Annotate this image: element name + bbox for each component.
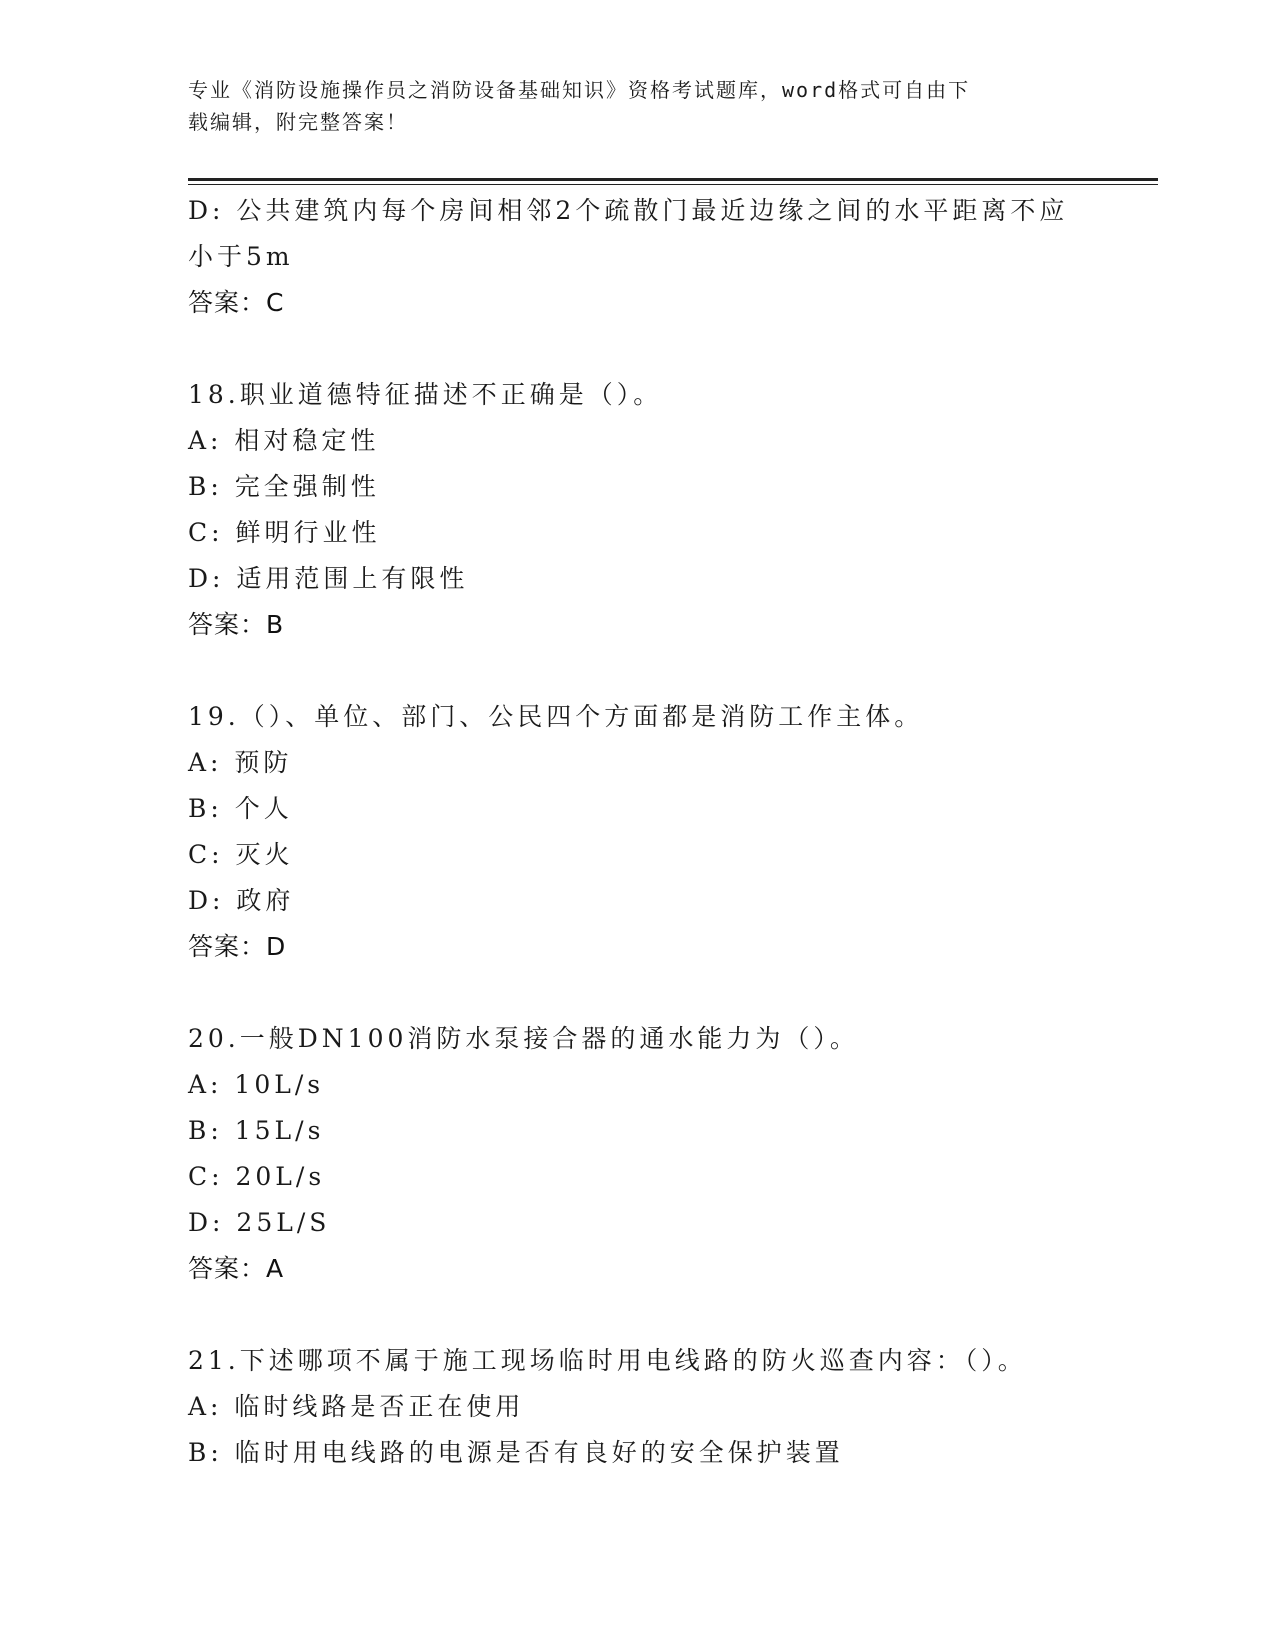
header-line-1: 专业《消防设施操作员之消防设备基础知识》资格考试题库，word格式可自由下 [188, 78, 971, 102]
answer-line: 答案：C [188, 288, 285, 317]
option-a: A: 相对稳定性 [188, 426, 380, 455]
spacer [188, 970, 1088, 1016]
option-c: C: 鲜明行业性 [188, 518, 381, 547]
question-stem: 20.一般DN100消防水泵接合器的通水能力为（）。 [188, 1024, 859, 1053]
option-a: A: 预防 [188, 748, 293, 777]
option-b: B: 临时用电线路的电源是否有良好的安全保护装置 [188, 1438, 844, 1467]
option-d: D: 适用范围上有限性 [188, 564, 469, 593]
spacer [188, 1292, 1088, 1338]
question-18 [188, 372, 1088, 648]
option-d: D: 25L/S [188, 1208, 331, 1237]
option-c: C: 灭火 [188, 840, 294, 869]
answer-line: 答案：D [188, 932, 287, 961]
option-d-continued: 小于5m [188, 242, 294, 271]
option-d: D: 公共建筑内每个房间相邻2个疏散门最近边缘之间的水平距离不应 [188, 196, 1069, 225]
option-b: B: 15L/s [188, 1116, 325, 1145]
header-line-2: 载编辑，附完整答案！ [188, 110, 408, 134]
option-c: C: 20L/s [188, 1162, 326, 1191]
question-17-fragment [188, 188, 1088, 326]
header-rule-thin [188, 184, 1158, 185]
option-a: A: 临时线路是否正在使用 [188, 1392, 525, 1421]
answer-line: 答案：A [188, 1254, 285, 1283]
header-rule-thick [188, 178, 1158, 181]
option-b: B: 完全强制性 [188, 472, 380, 501]
option-b: B: 个人 [188, 794, 293, 823]
question-21 [188, 1338, 1088, 1476]
option-d: D: 政府 [188, 886, 295, 915]
question-stem: 18.职业道德特征描述不正确是（）。 [188, 380, 663, 409]
question-stem: 21.下述哪项不属于施工现场临时用电线路的防火巡查内容：（）。 [188, 1346, 1027, 1375]
question-stem: 19.（）、单位、部门、公民四个方面都是消防工作主体。 [188, 702, 924, 731]
question-19 [188, 694, 1088, 970]
question-content [188, 188, 1088, 1476]
question-20 [188, 1016, 1088, 1292]
answer-line: 答案：B [188, 610, 285, 639]
spacer [188, 648, 1088, 694]
page-header [188, 74, 1088, 138]
spacer [188, 326, 1088, 372]
option-a: A: 10L/s [188, 1070, 325, 1099]
